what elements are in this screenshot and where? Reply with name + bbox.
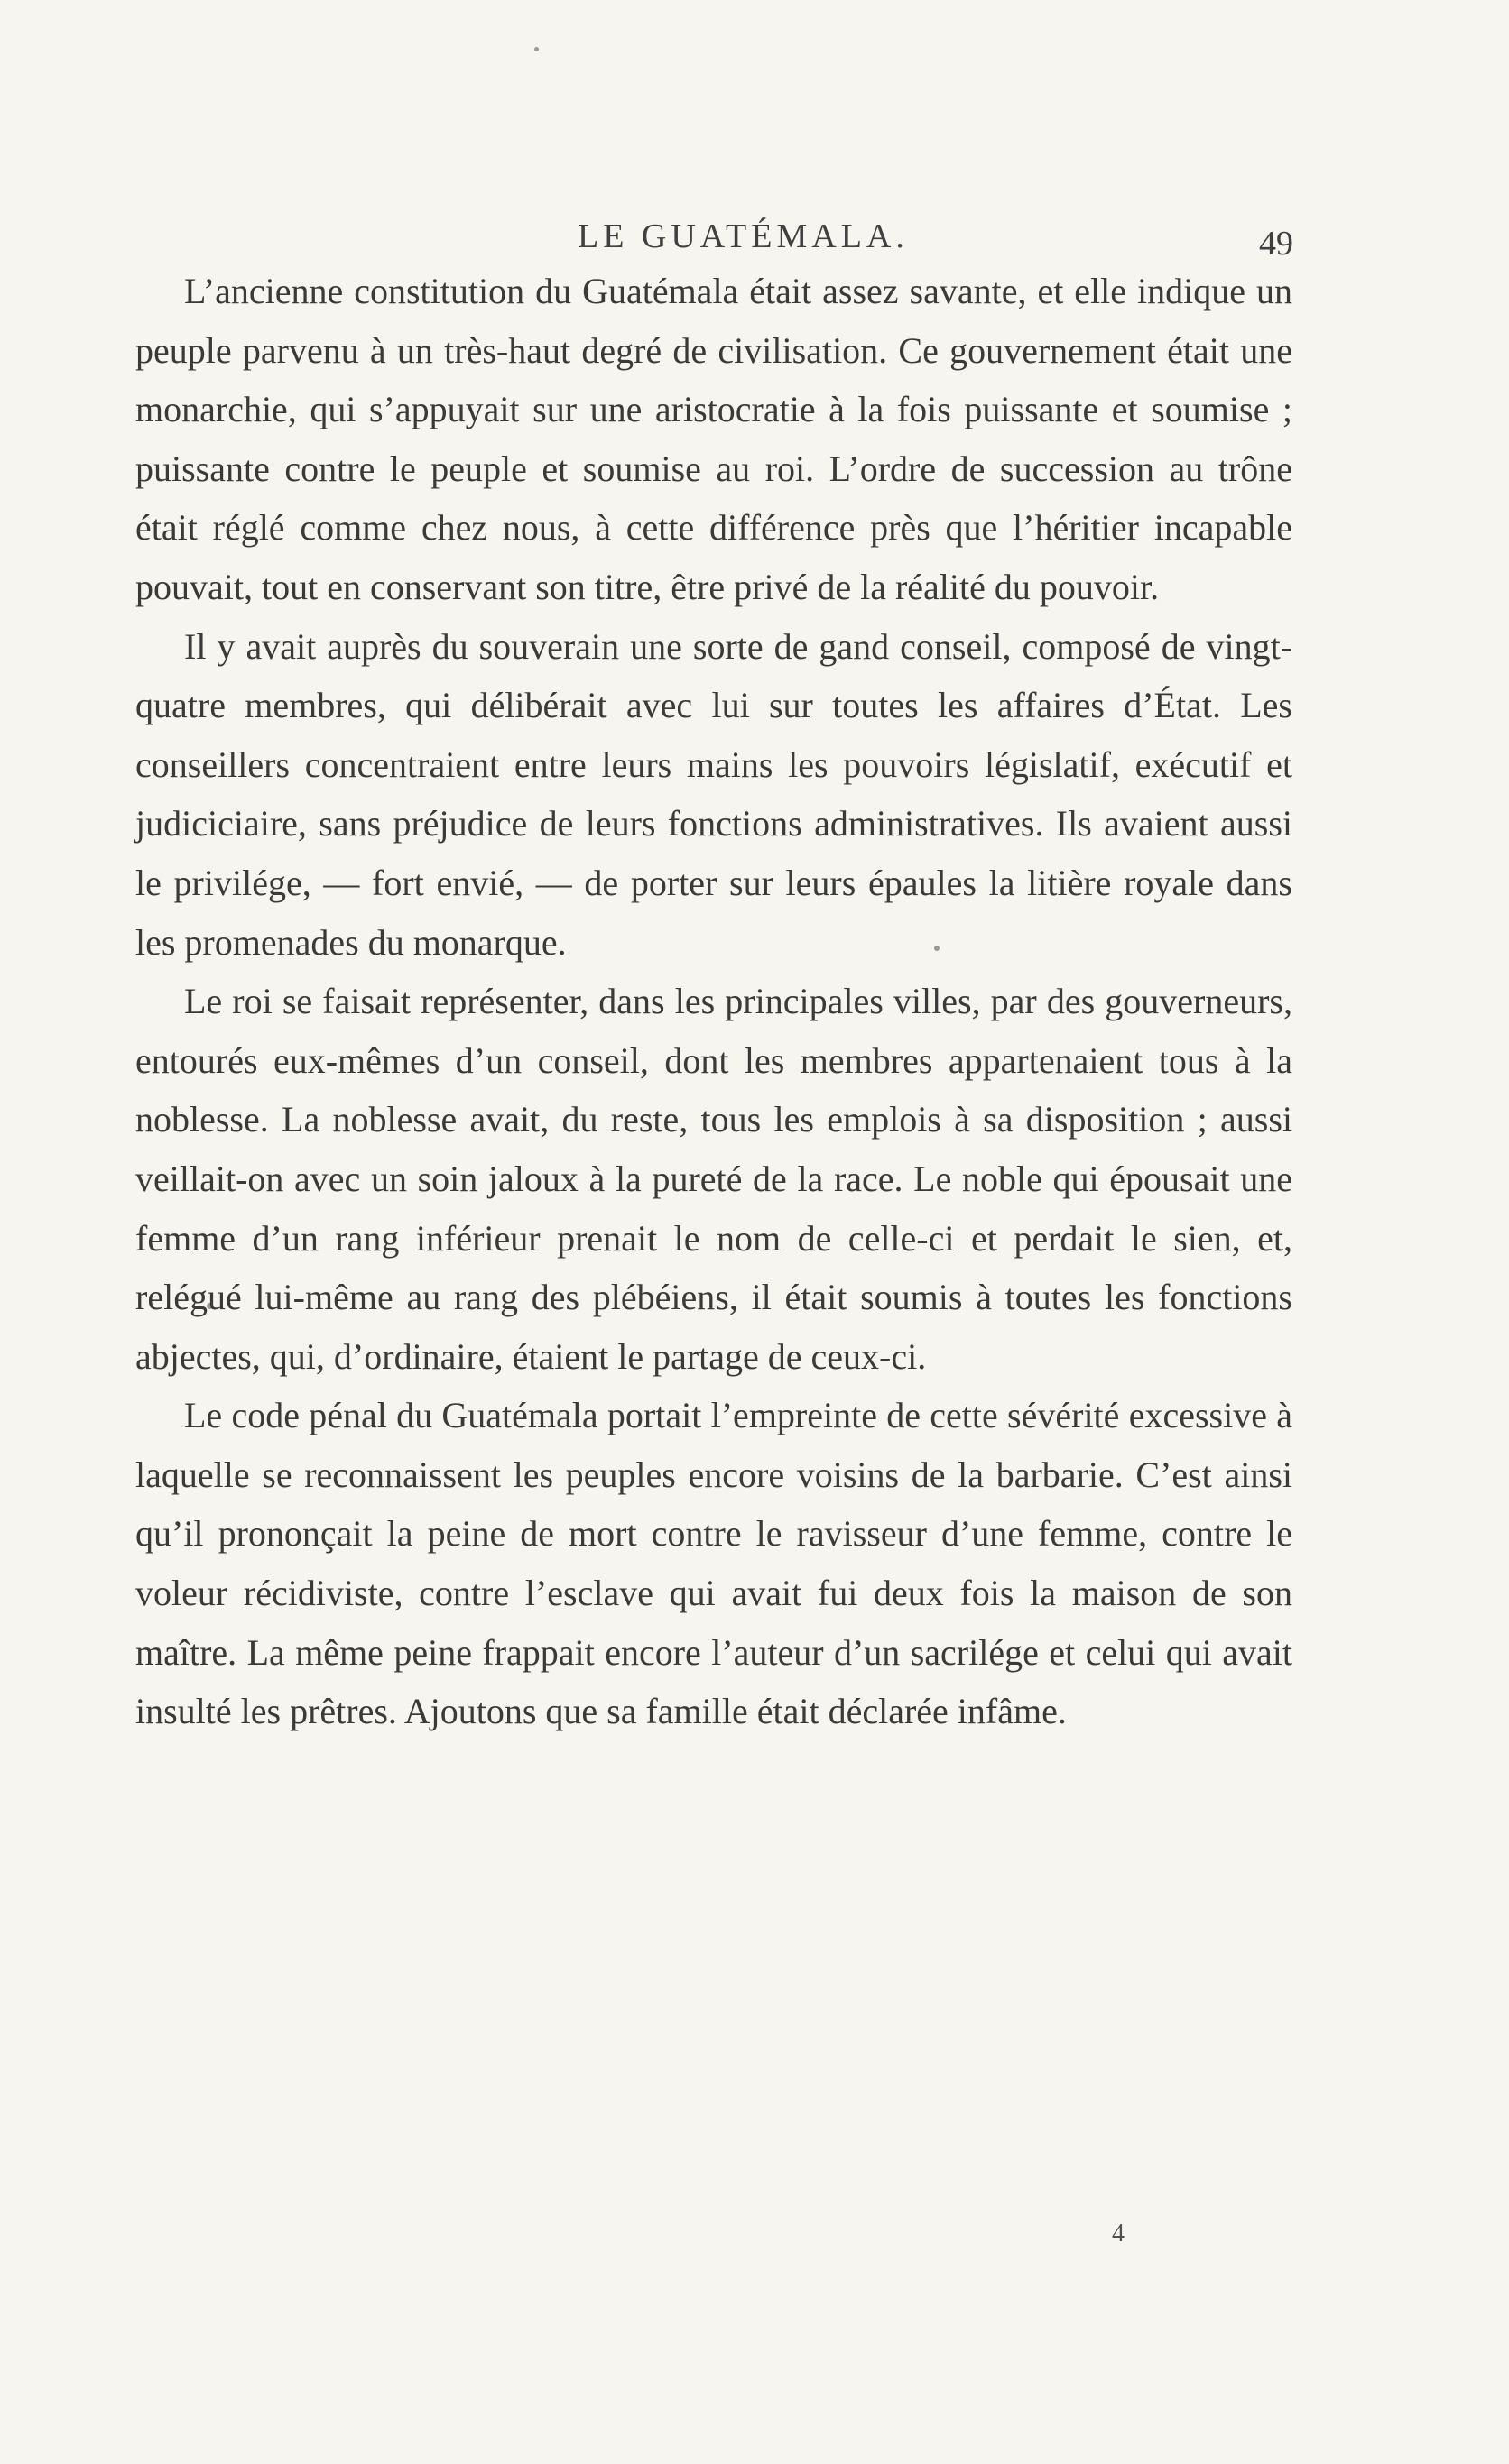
paragraph-penal-code: Le code pénal du Guatémala portait l’empreinte de cette sévérité excessive à laquelle se reconnaissent les peuples encore voisins de la barbarie. C’est ainsi qu’il prononçait la peine de mort contre le ravisseur d’une femme, contre le voleur récidiviste, contre l’esclave qui avait fui deux fois la maison de son maître. La même peine frappait encore l’auteur d’un sacrilége et celui qui avait insulté les prêtres. Ajoutons que sa famille était déclarée infâme.	[135, 1395, 1292, 1732]
running-head	[0, 217, 1509, 262]
running-title: LE GUATÉMALA.	[578, 217, 909, 255]
paragraph-governors: Le roi se faisait représenter, dans les principales villes, par des gouverneurs, entourés eux-mêmes d’un conseil, dont les membres appartenaient tous à la noblesse. La noblesse avait, du reste, tous les emplois à sa disposition ; aussi veillait-on avec un soin jaloux à la pureté de la race. Le noble qui épousait une femme d’un rang inférieur prenait le nom de celle-ci et perdait le sien, et, relégué lui-même au rang des plébéiens, il était soumis à toutes les fonctions abjectes, qui, d’ordinaire, étaient le partage de ceux-ci.	[135, 981, 1292, 1377]
body-text	[135, 262, 1292, 1741]
paragraph-grand-council: Il y avait auprès du souverain une sorte de gand conseil, composé de vingt-quatre membres, qui délibérait avec lui sur toutes les affaires d’État. Les conseillers concentraient entre leurs mains les pouvoirs législatif, exécutif et judiciciaire, sans préjudice de leurs fonctions administratives. Ils avaient aussi le privilége, — fort envié, — de porter sur leurs épaules la litière royale dans les promenades du monarque.	[135, 625, 1292, 963]
paragraph-constitution: L’ancienne constitution du Guatémala était assez savante, et elle indique un peuple parvenu à un très-haut degré de civilisation. Ce gouvernement était une monarchie, qui s’appuyait sur une aristocratie à la fois puissante et soumise ; puissante contre le peuple et soumise au roi. L’ordre de succession au trône était réglé comme chez nous, à cette différence près que l’héritier incapable pouvait, tout en conservant son titre, être privé de la réalité du pouvoir.	[135, 271, 1292, 607]
signature-mark: 4	[1112, 2219, 1125, 2247]
paper-speck	[534, 47, 539, 51]
page-number: 49	[1259, 225, 1293, 263]
